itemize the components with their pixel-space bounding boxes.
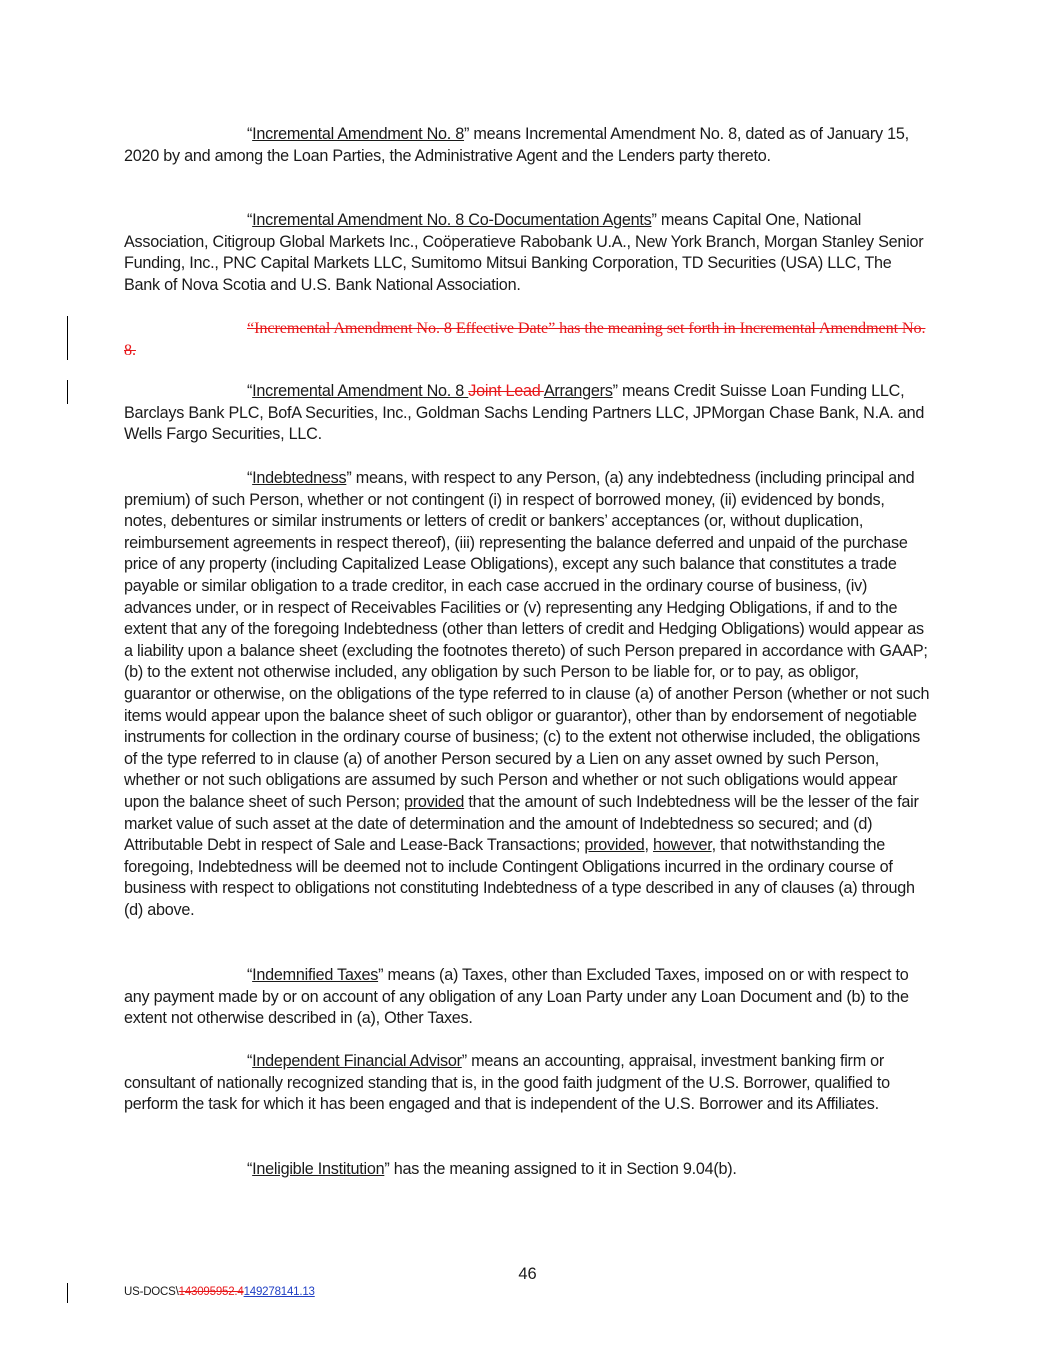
definition-arrangers: “Incremental Amendment No. 8 Joint Lead Arrangers” means Credit Suisse Loan Funding LLC, Barclays Bank PLC, BofA Securities, Inc., Goldman Sachs Lending Partners LLC, JPMorgan Chase Bank, N.A. and Wells Fargo Securities, LLC. — [124, 382, 925, 444]
defined-term: Incremental Amendment No. 8 — [252, 382, 469, 400]
change-bar — [67, 380, 68, 404]
page-number: 46 — [518, 1265, 537, 1283]
document-footer: US-DOCS\143095952.4149278141.13 — [124, 1286, 315, 1298]
defined-term: Incremental Amendment No. 8 — [252, 125, 465, 143]
defined-term: Arrangers — [543, 382, 613, 400]
defined-term: Incremental Amendment No. 8 Effective Date — [254, 319, 549, 337]
definition-co-documentation-agents: “Incremental Amendment No. 8 Co-Documentation Agents” means Capital One, National Association, Citigroup Global Markets Inc., Coöperatieve Rabobank U.A., New York Branch, Morgan Stanley Senior Funding, Inc., PNC Capital Markets LLC, Sumitomo Mitsui Banking Corporation, TD Securities (USA) LLC, The Bank of Nova Scotia and U.S. Bank National Association. — [124, 211, 924, 294]
defined-term: Indebtedness — [252, 469, 347, 487]
change-bar — [67, 1283, 68, 1303]
deleted-definition-effective-date: “Incremental Amendment No. 8 Effective Date” has the meaning set forth in Incremental Amendment No. 8. — [124, 319, 926, 359]
definition-indemnified-taxes: “Indemnified Taxes” means (a) Taxes, other than Excluded Taxes, imposed on or with respect to any payment made by or on account of any obligation of any Loan Party under any Loan Document and (b) to the extent not otherwise described in (a), Other Taxes. — [124, 966, 909, 1028]
inserted-doc-id: 149278141.13 — [243, 1286, 315, 1298]
definition-indebtedness: “Indebtedness” means, with respect to any Person, (a) any indebtedness (including principal and premium) of such Person, whether or not contingent (i) in respect of borrowed money, (ii) evidenced by bonds, notes, debentures or similar instruments or letters of credit or bankers’ acceptances (or, without duplication, reimbursement agreements in respect thereof), (iii) representing the balance deferred and unpaid of the purchase price of any property (including Capitalized Lease Obligations), except any such balance that constitutes a trade payable or similar obligation to a trade creditor, in each case accrued in the ordinary course of business, (iv) advances under, or in respect of Receivables Facilities or (v) representing any Hedging Obligations, if and to the extent that any of the foregoing Indebtedness (other than letters of credit and Hedging Obligations) would appear as a liability upon a balance sheet (excluding the footnotes thereto) of such Person prepared in accordance with GAAP; (b) to the extent not otherwise included, any obligation by such Person to be liable for, or to pay, as obligor, guarantor or otherwise, on the obligations of the type referred to in clause (a) of another Person (whether or not such items would appear upon the balance sheet of such obligor or guarantor), other than by endorsement of negotiable instruments for collection in the ordinary course of business; (c) to the extent not otherwise included, the obligations of the type referred to in clause (a) of another Person secured by a Lien on any asset owned by such Person, whether or not such obligations are assumed by such Person and whether or not such obligations would appear upon the balance sheet of such Person; provided that the amount of such Indebtedness will be the lesser of the fair market value of such asset at the date of determination and the amount of Indebtedness so secured; and (d) Attributable Debt in respect of Sale and Lease-Back Transactions; provided, however, that notwithstanding the foregoing, Indebtedness will be deemed not to include Contingent Obligations incurred in the ordinary course of business with respect to obligations not constituting Indebtedness of a type described in any of clauses (a) through (d) above. — [124, 469, 930, 919]
defined-term: Incremental Amendment No. 8 Co-Documentation Agents — [252, 211, 652, 229]
deleted-doc-id: 143095952.4 — [178, 1286, 244, 1298]
definition-incremental-amendment-8: “Incremental Amendment No. 8” means Incremental Amendment No. 8, dated as of January 15, 2020 by and among the Loan Parties, the Administrative Agent and the Lenders party thereto. — [124, 125, 909, 165]
change-bar — [67, 316, 68, 360]
definition-independent-financial-advisor: “Independent Financial Advisor” means an accounting, appraisal, investment banking firm or consultant of nationally recognized standing that is, in the good faith judgment of the U.S. Borrower, qualified to perform the task for which it has been engaged and that is independent of the U.S. Borrower and its Affiliates. — [124, 1052, 890, 1114]
definition-ineligible-institution: “Ineligible Institution” has the meaning assigned to it in Section 9.04(b). — [247, 1160, 737, 1178]
defined-term: Independent Financial Advisor — [252, 1052, 462, 1070]
defined-term: Ineligible Institution — [252, 1160, 385, 1178]
defined-term: Indemnified Taxes — [252, 966, 379, 984]
deleted-text: Joint Lead — [468, 382, 544, 400]
